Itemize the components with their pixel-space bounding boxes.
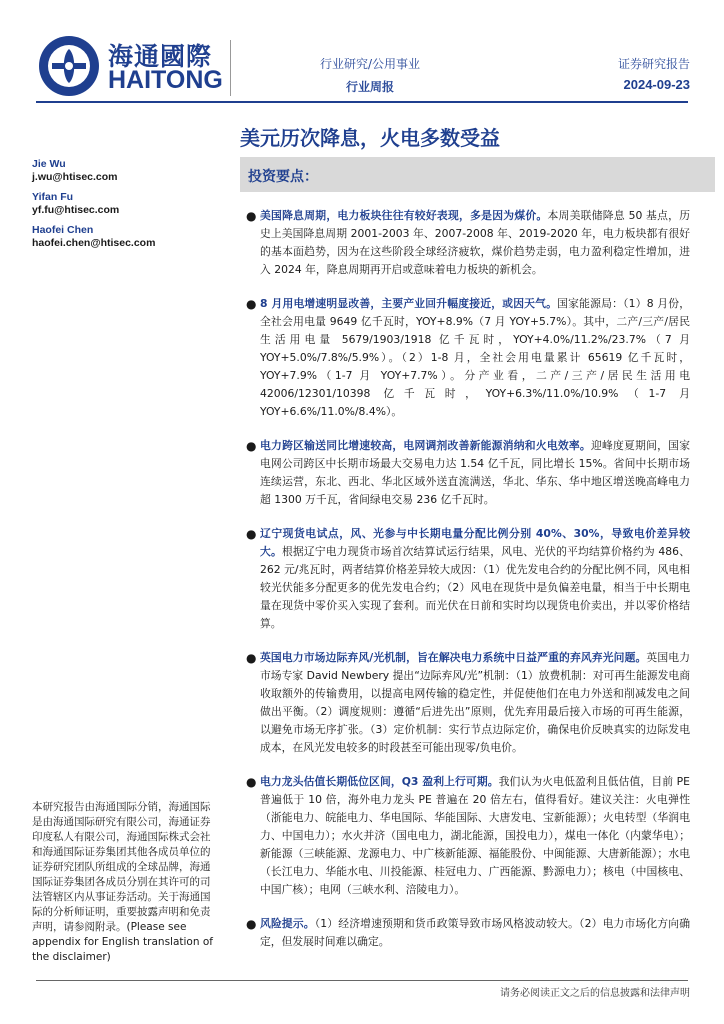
report-category: 行业研究/公用事业 [319,57,421,71]
list-item [246,437,690,509]
footer-notice: 请务必阅读正文之后的信息披露和法律声明 [500,988,690,999]
author-list [32,158,232,257]
author [32,158,232,184]
logo-english-text: HAITONG [108,66,223,94]
author-name: Haofei Chen [32,224,94,236]
list-item [246,649,690,757]
item-body: 国家能源局：（1）8 月份，全社会用电量 9649 亿千瓦时，YOY+8.9%（7 月 YOY+5.7%）。其中，二产/三产/居民生活用电量 5679/1903/1918 亿千瓦时，YOY+4.0%/11.2%/23.7%（7 月 YOY+5.0%/7.8%/5.9%）。（2）1-8 月，全社会用电量累计 65619 亿千瓦时，YOY+7.9%（1-7 月 YOY+7.7%）。分产业看，二产/三产/居民生活用电 42006/12301/10398 亿千瓦时，YOY+6.3%/11.0%/10.9%（1-7 月 YOY+6.6%/11.0%/8.4%）。 [260,297,690,418]
item-body: （1）经济增速预期和货币政策导致市场风格波动较大。（2）电力市场化方向确定，但发展时间难以确定。 [260,917,691,948]
item-heading: 电力跨区输送同比增速较高，电网调剂改善新能源消纳和火电效率。 [260,439,591,452]
author-email[interactable]: yf.fu@htisec.com [32,204,120,216]
item-heading: 风险提示。 [260,917,315,930]
list-item [246,773,690,899]
bullet-icon: ● [246,651,257,665]
item-heading: 电力龙头估值长期低位区间，Q3 盈利上行可期。 [260,775,499,788]
item-body: 根据辽宁电力现货市场首次结算试运行结果，风电、光伏的平均结算价格约为 486、262 元/兆瓦时，两者结算价格差异较大成因：（1）优先发电合约的分配比例不同，风电相较光伏能多分配更多的优先发电合约；（2）风电在现货中是负偏差电量，相当于中长期电量在现货中零价买入实现了套利。而光伏在日前和实时均以现货电价卖出，并以零价格结算。 [260,545,690,630]
item-body: 我们认为火电低盈利且低估值，目前 PE 普遍低于 10 倍，海外电力龙头 PE 普遍在 20 倍左右，值得看好。建议关注：火电弹性（浙能电力、皖能电力、华电国际、华能国际、大唐发电、宝新能源）；火电转型（华润电力、中国电力）；水火并济（国电电力，湖北能源，国投电力），煤电一体化（内蒙华电）；新能源（三峡能源、龙源电力、中广核新能源、福能股份、中闽能源、大唐新能源）；水电（长江电力、华能水电、川投能源、桂冠电力、广西能源、黔源电力）；核电（中国核电、中国广核）；电网（三峡水利、涪陵电力）。 [260,775,691,896]
list-item [246,915,690,951]
list-item [246,525,690,633]
item-heading: 8 月用电增速明显改善，主要产业回升幅度接近，或因天气。 [260,297,558,310]
logo-chinese-text: 海通國際 [108,42,213,71]
item-body: 本周美联储降息 50 基点，历史上美国降息周期 2001-2003 年、2007-2008 年、2019-2020 年，电力板块都有很好的基本面趋势，因为在这些阶段全球经济疲软，煤价趋势走弱，电力盈利稳定性增加，进入 2024 年，降息周期再开启或意味着电力板块的新机会。 [260,209,690,276]
item-heading: 美国降息周期，电力板块往往有较好表现，多是因为煤价。 [260,209,548,222]
page-title: 美元历次降息，火电多数受益 [240,126,500,150]
header-rule [36,101,688,103]
author [32,191,232,217]
item-body: 迎峰度夏期间，国家电网公司跨区中长期市场最大交易电力达 1.54 亿千瓦，同比增长 15%。省间中长期市场连续运营，东北、西北、华北区域外送直流满送，华北、华东、华中地区增送晚高峰电力超 1300 万千瓦，省间绿电交易 236 亿千瓦时。 [260,439,691,506]
author-name: Jie Wu [32,158,66,170]
item-heading: 辽宁现货电试点，风、光参与中长期电量分配比例分别 40%、30%，导致电价差异较大。 [260,527,690,558]
bullet-icon: ● [246,439,257,453]
author-email[interactable]: j.wu@htisec.com [32,171,118,183]
item-heading: 英国电力市场边际弃风/光机制，旨在解决电力系统中日益严重的弃风弃光问题。 [260,651,647,664]
bullet-icon: ● [246,917,257,931]
report-date: 2024-09-23 [623,77,690,92]
item-body: 英国电力市场专家 David Newbery 提出“边际弃风/光”机制：（1）放费机制：对可再生能源发电商收取额外的传输费用，以提高电网传输的稳定性，并促使他们在电力外送和削减发电之间做出平衡。（2）调度规则：遵循“后进先出”原则，优先弃用最后接入市场的可再生能源，以避免市场无序扩张。（3）定价机制：实行节点边际定价，确保电价反映真实的边际发电成本，在风光发电较多的时段甚至可能出现零/负电价。 [260,651,690,754]
list-item [246,207,690,279]
key-points-title: 投资要点： [248,169,318,185]
report-label: 证券研究报告 [617,57,690,71]
bullet-icon: ● [246,775,257,789]
haitong-logo-icon [38,35,100,97]
bullet-icon: ● [246,527,257,541]
author [32,224,232,250]
author-email[interactable]: haofei.chen@htisec.com [32,237,156,249]
footer-rule [36,980,688,981]
header-divider [230,40,231,96]
list-item [246,295,690,421]
bullet-icon: ● [246,297,257,311]
disclaimer-text: 本研究报告由海通国际分销，海通国际是由海通国际研究有限公司，海通证券印度私人有限公司，海通国际株式会社和海通国际证券集团其他各成员单位的证券研究团队所组成的全球品牌，海通国际证券集团各成员分别在其许可的司法管辖区内从事证券活动。关于海通国际的分析师证明，重要披露声明和免责声明，请参阅附录。(Please see appendix for English translation of the disclaimer) [32,801,213,963]
bullet-icon: ● [246,209,257,223]
key-points-list [246,207,690,967]
author-name: Yifan Fu [32,191,74,203]
report-type: 行业周报 [345,80,394,94]
